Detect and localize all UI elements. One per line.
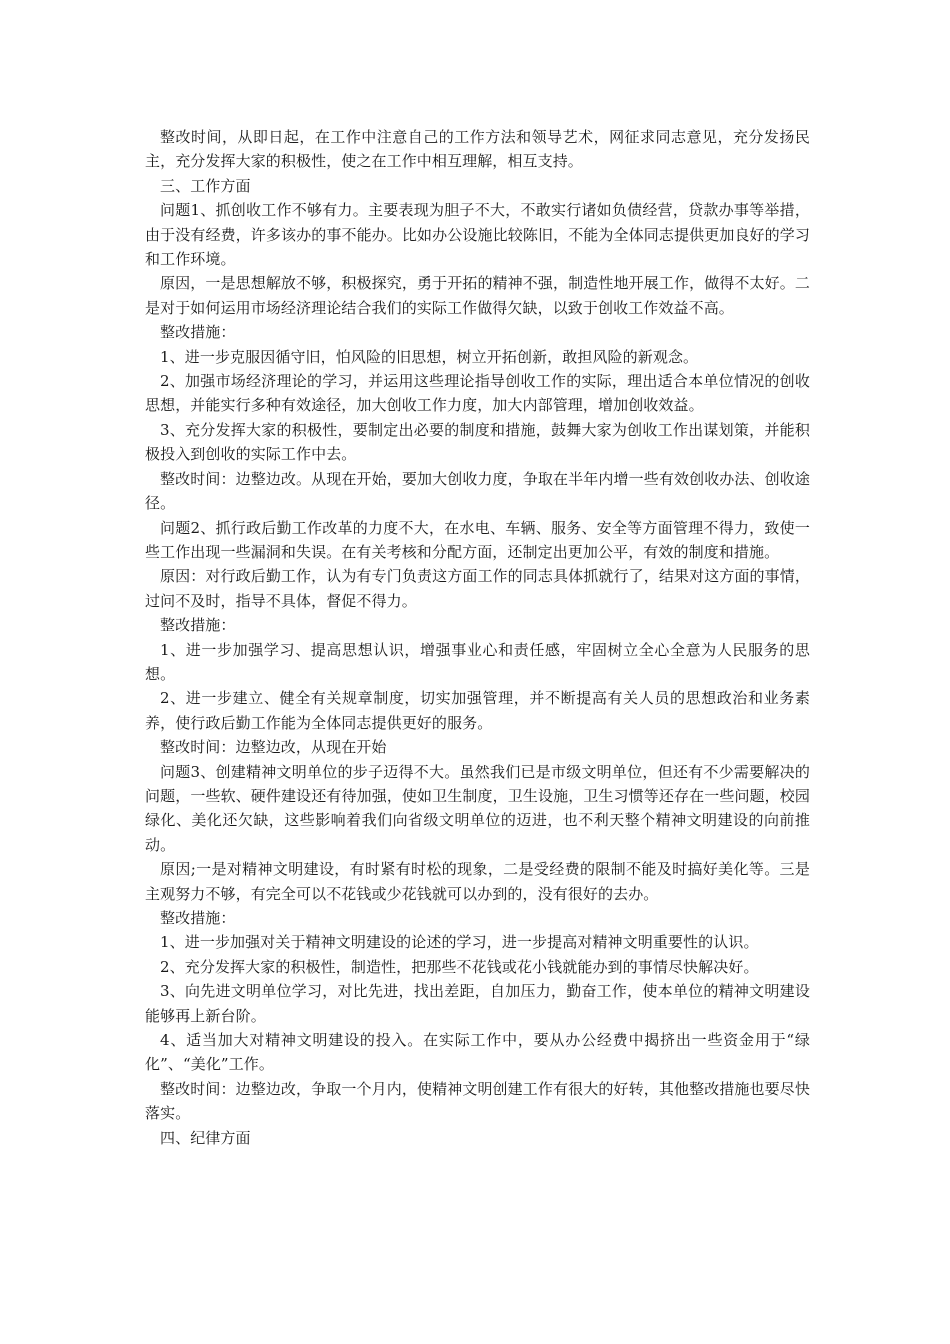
paragraph: 2、充分发挥大家的积极性，制造性，把那些不花钱或花小钱就能办到的事情尽快解决好。 (160, 957, 759, 976)
paragraph: 整改时间：边整边改，从现在开始 (160, 738, 387, 757)
section-heading: 三、工作方面 (160, 176, 251, 195)
paragraph: 问题3、创建精神文明单位的步子迈得不大。虽然我们已是市级文明单位，但还有不少需要解决的问题，一些软、硬件建设还有待加强，使如卫生制度，卫生设施，卫生习惯等还存在一些问题，校园绿化、美化还欠缺，这些影响着我们向省级文明单位的迈进，也不利天整个精神文明建设的向前推动。 (145, 762, 810, 854)
section-heading: 四、纪律方面 (160, 1128, 251, 1147)
paragraph: 整改时间：边整边改，争取一个月内，使精神文明创建工作有很大的好转，其他整改措施也要尽快落实。 (145, 1079, 810, 1123)
paragraph: 整改措施： (160, 616, 236, 635)
paragraph: 1、进一步加强对关于精神文明建设的论述的学习，进一步提高对精神文明重要性的认识。 (160, 933, 759, 952)
paragraph: 原因;一是对精神文明建设，有时紧有时松的现象，二是受经费的限制不能及时搞好美化等。三是主观努力不够，有完全可以不花钱或少花钱就可以办到的，没有很好的去办。 (145, 860, 810, 903)
paragraph: 原因：对行政后勤工作，认为有专门负责这方面工作的同志具体抓就行了，结果对这方面的事情，过问不及时，指导不具体，督促不得力。 (145, 567, 810, 610)
paragraph: 1、进一步加强学习、提高思想认识，增强事业心和责任感，牢固树立全心全意为人民服务的思想。 (145, 640, 810, 683)
paragraph: 整改时间，从即日起，在工作中注意自己的工作方法和领导艺术，网征求同志意见，充分发扬民主，充分发挥大家的积极性，使之在工作中相互理解，相互支持。 (145, 128, 810, 171)
paragraph: 1、进一步克服因循守旧，怕风险的旧思想，树立开拓创新，敢担风险的新观念。 (160, 347, 699, 366)
document-body (145, 125, 810, 1150)
paragraph: 问题1、抓创收工作不够有力。主要表现为胆子不大，不敢实行诸如负债经营，贷款办事等举措，由于没有经费，许多该办的事不能办。比如办公设施比较陈旧，不能为全体同志提供更加良好的学习和工作环境。 (145, 201, 810, 269)
paragraph: 2、进一步建立、健全有关规章制度，切实加强管理，并不断提高有关人员的思想政治和业务素养，使行政后勤工作能为全体同志提供更好的服务。 (145, 689, 810, 732)
paragraph: 原因，一是思想解放不够，积极探究，勇于开拓的精神不强，制造性地开展工作，做得不太好。二是对于如何运用市场经济理论结合我们的实际工作做得欠缺，以致于创收工作效益不高。 (145, 274, 810, 317)
paragraph: 整改时间：边整边改。从现在开始，要加大创收力度，争取在半年内增一些有效创收办法、创收途径。 (145, 469, 810, 513)
paragraph: 整改措施： (160, 323, 236, 342)
paragraph: 整改措施： (160, 909, 236, 927)
paragraph: 3、向先进文明单位学习，对比先进，找出差距，自加压力，勤奋工作，使本单位的精神文明建设能够再上新台阶。 (145, 982, 810, 1025)
paragraph: 4、适当加大对精神文明建设的投入。在实际工作中，要从办公经费中揭挤出一些资金用于“绿化”、“美化”工作。 (145, 1031, 810, 1074)
paragraph: 问题2、抓行政后勤工作改革的力度不大，在水电、车辆、服务、安全等方面管理不得力，致使一些工作出现一些漏洞和失误。在有关考核和分配方面，还制定出更加公平，有效的制度和措施。 (145, 518, 810, 561)
paragraph: 3、充分发挥大家的积极性，要制定出必要的制度和措施，鼓舞大家为创收工作出谋划策，并能积极投入到创收的实际工作中去。 (145, 420, 810, 464)
paragraph: 2、加强市场经济理论的学习，并运用这些理论指导创收工作的实际，理出适合本单位情况的创收思想，并能实行多种有效途径，加大创收工作力度，加大内部管理，增加创收效益。 (145, 372, 810, 415)
